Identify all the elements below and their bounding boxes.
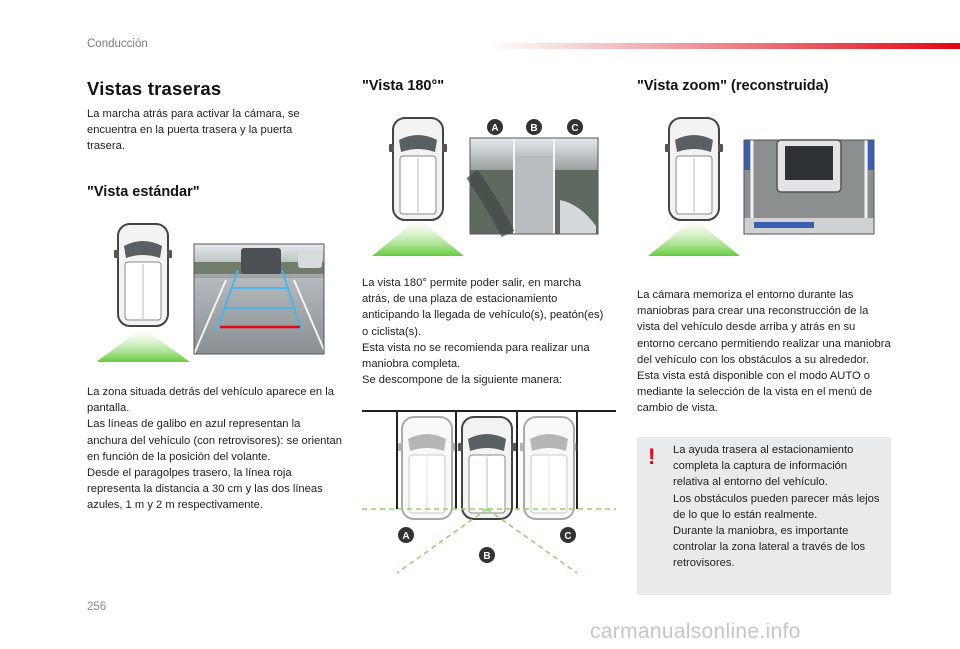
zoom-paragraph-1: La cámara memoriza el entorno durante las maniobras para crear una reconstrucción de la vista del vehículo desde arriba y atrás en su entorno cercano permitiendo realizar una maniobra del vehículo con los obstáculos a su alrededor. [637,289,891,366]
standard-paragraph-3: Desde el paragolpes trasero, la línea roja representa la distancia a 30 cm y las dos líneas azules, 1 m y 2 m respectivamente. [87,467,323,512]
view180-paragraph-1: La vista 180° permite poder salir, en marcha atrás, de una plaza de estacionamiento anticipando la llegada de vehículo(s), peatón(es) o ciclista(s). [362,277,604,338]
car-ahead [241,248,281,274]
camera-cone [372,220,464,256]
intro-text [87,106,332,155]
svg-text:A: A [402,531,410,542]
svg-text:C: C [571,123,579,134]
note-paragraph-3: Durante la maniobra, es importante controlar la zona lateral a través de los retrovisores. [673,525,866,570]
marker-c [560,527,576,543]
camera-cone [648,220,740,256]
standard-view-illustration [98,222,330,364]
van-top-view [389,118,447,220]
intro-paragraph: La marcha atrás para activar la cámara, se encuentra en la puerta trasera y la puerta trasera. [87,108,300,153]
view180-paragraph-3: Se descompone de la siguiente manera: [362,374,563,387]
marker-b [479,547,495,563]
view180-heading: "Vista 180°" [362,78,445,94]
note-paragraph-2: Los obstáculos pueden parecer más lejos de lo que lo están realmente. [673,492,880,521]
parked-van-center [458,417,516,519]
camera-cone [98,330,190,362]
watermark: carmanualsonline.info [590,620,801,643]
header-accent-bar [490,43,960,49]
svg-text:A: A [491,123,499,134]
svg-text:B: B [530,123,538,134]
warning-icon: ! [648,444,656,469]
parking-diagram [362,405,618,580]
camera-screen-zoom [744,140,874,234]
page-number: 256 [87,601,107,613]
parked-van-left [398,417,456,519]
view180-illustration [364,116,604,264]
marker-b [526,119,542,135]
parked-van-right [520,417,578,519]
zoom-paragraph-2: Esta vista está disponible con el modo AUTO o mediante la selección de la vista en el menú de cambio de vista. [637,370,873,415]
standard-view-heading: "Vista estándar" [87,184,200,200]
marker-c [567,119,583,135]
zoom-view-text [637,287,893,417]
camera-screen [194,244,324,354]
zoom-view-heading: "Vista zoom" (reconstruida) [637,78,829,94]
section-label: Conducción [87,38,148,50]
standard-paragraph-2: Las líneas de galibo en azul representan la anchura del vehículo (con retrovisores): se orientan en función de la posición del volante. [87,418,342,463]
page-title: Vistas traseras [87,78,222,99]
marker-a [398,527,414,543]
note-text [673,442,885,572]
van-top-view [114,224,172,326]
view180-text [362,275,612,388]
view180-paragraph-2: Esta vista no se recomienda para realizar una maniobra completa. [362,341,590,371]
svg-text:B: B [483,551,491,562]
svg-text:C: C [564,531,572,542]
marker-a [487,119,503,135]
zoom-view-illustration [640,116,880,264]
van-top-view [665,118,723,220]
note-paragraph-1: La ayuda trasera al estacionamiento completa la captura de información relativa al entorno del vehículo. [673,444,854,489]
camera-screen-180 [470,138,598,234]
standard-paragraph-1: La zona situada detrás del vehículo aparece en la pantalla. [87,386,334,415]
standard-view-text [87,384,343,514]
